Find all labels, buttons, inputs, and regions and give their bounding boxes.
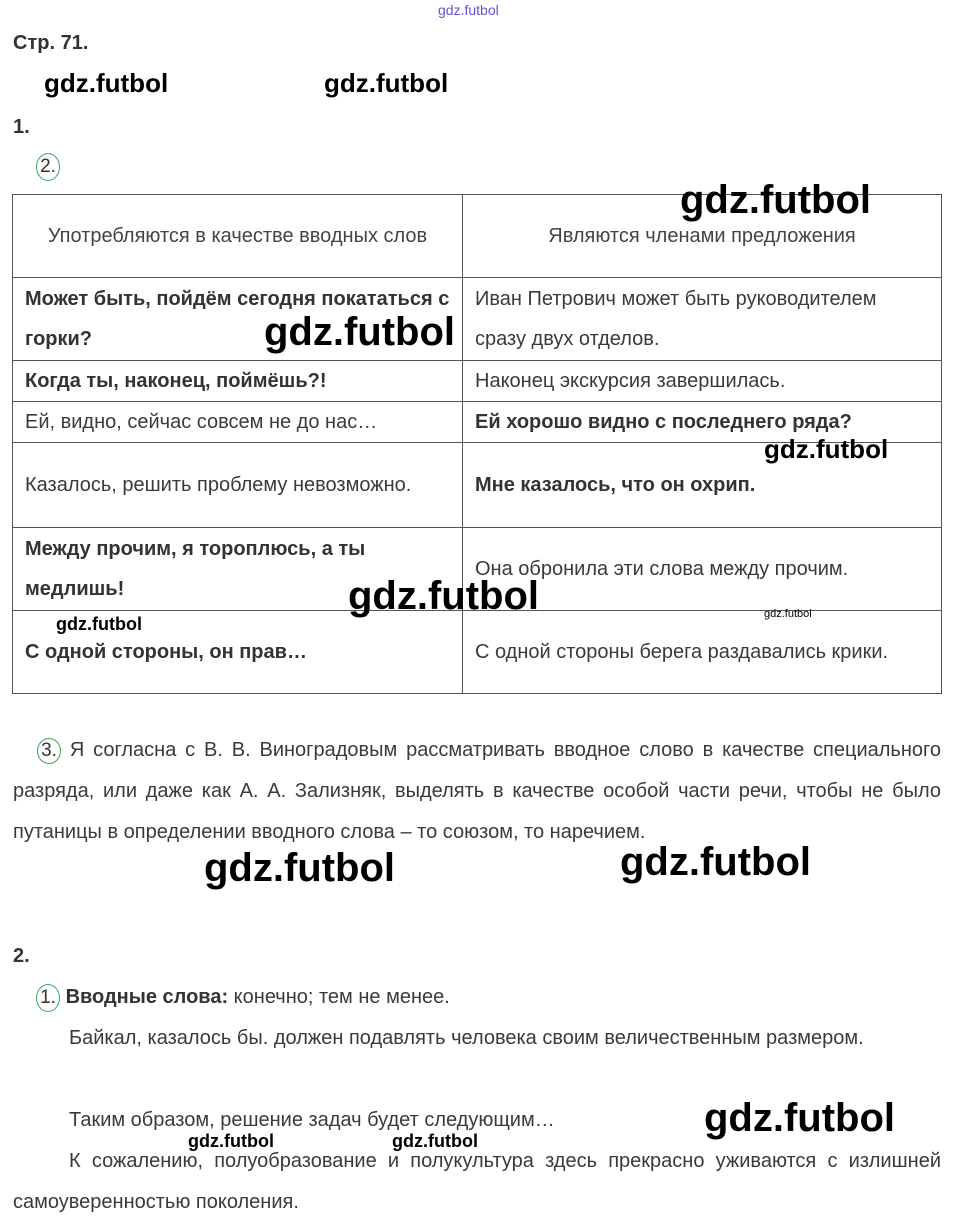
table-header: Являются членами предложения xyxy=(463,195,942,278)
watermark: gdz.futbol xyxy=(56,614,142,634)
table-cell: Может быть, пойдём сегодня покататься с горки? xyxy=(13,278,463,361)
table-cell: Ей, видно, сейчас совсем не до нас… xyxy=(13,402,463,443)
intro-bold: Вводные слова: xyxy=(65,986,229,1008)
watermark: gdz.futbol xyxy=(680,178,872,222)
example-paragraph: К сожалению, полуобразование и полукультура здесь прекрасно уживаются с излишней самоуверенностью поколения. xyxy=(13,1150,941,1213)
table-cell: С одной стороны берега раздавались крики. xyxy=(463,611,942,694)
table-cell: Она обронила эти слова между прочим. xyxy=(463,528,942,611)
page-label: Стр. 71. xyxy=(13,32,89,54)
watermark: gdz.futbol xyxy=(438,2,499,18)
subtask-3-paragraph xyxy=(13,730,941,853)
table-cell: Наконец экскурсия завершилась. xyxy=(463,361,942,402)
circled-number: 3. xyxy=(37,738,61,764)
watermark: gdz.futbol xyxy=(620,840,812,884)
intro-rest: конечно; тем не менее. xyxy=(228,986,450,1008)
circled-number: 1. xyxy=(36,984,60,1012)
paragraph-text: Я согласна с В. В. Виноградовым рассматривать вводное слово в качестве специального разряда, или даже как А. А. Зализняк, выделять в качестве особой части речи, чтобы не было путаницы в определении вводного слова – то союзом, то наречием. xyxy=(13,739,941,843)
subtask-marker xyxy=(36,153,60,181)
task-number: 1. xyxy=(13,116,30,138)
task-number: 2. xyxy=(13,945,30,967)
table-cell: Ей хорошо видно с последнего ряда? xyxy=(463,402,942,443)
example-paragraph: Байкал, казалось бы. должен подавлять человека своим величественным размером. xyxy=(69,1027,864,1049)
table-row xyxy=(13,278,942,361)
table-cell: Иван Петрович может быть руководителем сразу двух отделов. xyxy=(463,278,942,361)
watermark: gdz.futbol xyxy=(44,68,169,98)
table-cell: С одной стороны, он прав… xyxy=(13,611,463,694)
watermark: gdz.futbol xyxy=(204,846,396,890)
watermark: gdz.futbol xyxy=(764,608,812,620)
watermark: gdz.futbol xyxy=(348,574,540,618)
example-paragraph: Таким образом, решение задач будет следующим… xyxy=(69,1109,555,1131)
watermark: gdz.futbol xyxy=(324,68,449,98)
table-cell: Казалось, решить проблему невозможно. xyxy=(13,443,463,528)
table-cell: Когда ты, наконец, поймёшь?! xyxy=(13,361,463,402)
table-cell: Мне казалось, что он охрип. xyxy=(463,443,942,528)
watermark: gdz.futbol xyxy=(704,1096,896,1140)
watermark: gdz.futbol xyxy=(264,310,456,354)
task-2-intro xyxy=(36,977,941,1018)
watermark: gdz.futbol xyxy=(188,1131,274,1151)
circled-number: 2. xyxy=(36,153,60,181)
watermark: gdz.futbol xyxy=(392,1131,478,1151)
table-row xyxy=(13,611,942,694)
watermark: gdz.futbol xyxy=(764,434,889,464)
table-row xyxy=(13,361,942,402)
table-header: Употребляются в качестве вводных слов xyxy=(13,195,463,278)
table-cell: Между прочим, я тороплюсь, а ты медлишь! xyxy=(13,528,463,611)
